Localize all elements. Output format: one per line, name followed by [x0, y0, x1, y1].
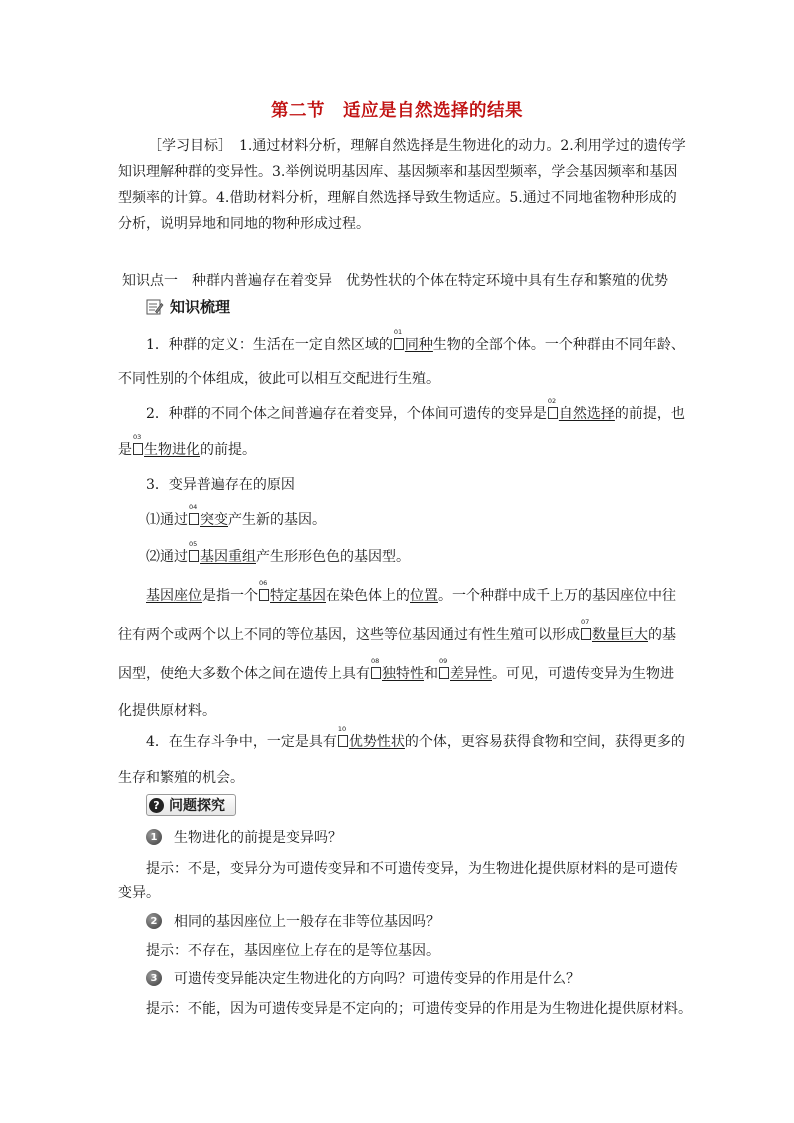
- paragraph-1-line-2: 不同性别的个体组成，彼此可以相互交配进行生殖。: [118, 371, 440, 387]
- blank-box: [189, 540, 199, 562]
- paragraph-3-heading: 3．变异普遍存在的原因: [146, 477, 295, 493]
- question-mark-icon: ?: [149, 798, 164, 813]
- text: 4．在生存斗争中，一定是具有: [146, 734, 337, 750]
- term-underlined: 基因座位: [146, 588, 202, 604]
- text: ⑵通过: [146, 549, 188, 565]
- objectives-line-2: 知识理解种群的变异性。3.举例说明基因库、基因频率和基因型频率，学会基因频率和基因: [118, 164, 678, 180]
- blank-box: [393, 328, 404, 350]
- blank-box: [547, 397, 558, 419]
- blank-number: 03: [133, 433, 142, 441]
- answer-1-line-2: 变异。: [118, 885, 160, 901]
- blank-answer: 基因重组: [200, 549, 256, 565]
- blank-number: 10: [337, 725, 347, 733]
- text: ⑴通过: [146, 512, 188, 528]
- text: 产生形形色色的基因型。: [256, 549, 410, 565]
- text: 的个体，更容易获得食物和空间，获得更多的: [404, 734, 685, 750]
- text: 。一个种群中成千上万的基因座位中往: [438, 588, 676, 604]
- knowledge-review-header: [146, 296, 230, 317]
- answer-1-line-1: 提示：不是，变异分为可遗传变异和不可遗传变异，为生物进化提供原材料的是可遗传: [146, 861, 678, 877]
- term-underlined: 位置: [410, 588, 438, 604]
- text: 往有两个或两个以上不同的等位基因，这些等位基因通过有性生殖可以形成: [118, 627, 580, 643]
- paragraph-4-line-4: 化提供原材料。: [118, 703, 216, 719]
- objectives-line-4: 分析，说明异地和同地的物种形成过程。: [118, 216, 370, 232]
- text: 的前提，也: [614, 406, 685, 422]
- text: 生物的全部个体。一个种群由不同年龄、: [432, 337, 685, 353]
- blank-number: 06: [259, 579, 268, 587]
- paragraph-4-line-2: [118, 618, 676, 644]
- blank-answer: 同种: [404, 337, 433, 353]
- question-text: 相同的基因座位上一般存在非等位基因吗？: [174, 914, 440, 930]
- paragraph-5-line-1: [146, 725, 685, 751]
- paragraph-1-line-1: [146, 328, 685, 354]
- text: 产生新的基因。: [228, 512, 326, 528]
- blank-answer: 生物进化: [144, 442, 200, 458]
- blank-number: 02: [547, 397, 557, 405]
- blank-box: [337, 725, 348, 747]
- question-number-badge: 1: [146, 829, 162, 845]
- knowledge-review-label: 知识梳理: [170, 298, 231, 316]
- paragraph-2-line-2: [118, 433, 256, 459]
- blank-box: [439, 657, 449, 679]
- inquiry-label: 问题探究: [169, 798, 225, 814]
- question-text: 生物进化的前提是变异吗？: [174, 830, 342, 846]
- paragraph-4-line-3: [118, 657, 674, 683]
- paragraph-3-item-2: [146, 540, 410, 566]
- objectives-line-1: ［学习目标］ 1.通过材料分析，理解自然选择是生物进化的动力。2.利用学过的遗传学: [148, 138, 686, 154]
- blank-answer: 自然选择: [558, 406, 615, 422]
- text: 是: [118, 442, 132, 458]
- blank-answer: 优势性状: [348, 734, 405, 750]
- blank-answer: 差异性: [450, 666, 492, 682]
- paragraph-4-line-1: [146, 579, 676, 605]
- blank-number: 08: [371, 657, 380, 665]
- text: 是指一个: [202, 588, 258, 604]
- blank-box: [581, 618, 591, 640]
- paragraph-3-item-1: [146, 503, 326, 529]
- blank-number: 09: [439, 657, 448, 665]
- question-2: [146, 911, 440, 931]
- paragraph-2-line-1: [146, 397, 685, 423]
- blank-answer: 独特性: [382, 666, 424, 682]
- answer-3: 提示：不能，因为可遗传变异是不定向的；可遗传变异的作用是为生物进化提供原材料。: [146, 1001, 692, 1017]
- text: 。可见，可遗传变异为生物进: [492, 666, 674, 682]
- text: 因型，使绝大多数个体之间在遗传上具有: [118, 666, 370, 682]
- text: 和: [424, 666, 438, 682]
- question-1: [146, 827, 342, 847]
- blank-answer: 数量巨大: [592, 627, 648, 643]
- blank-number: 04: [189, 503, 198, 511]
- blank-box: [259, 579, 269, 601]
- text: 的基: [648, 627, 676, 643]
- text: 2．种群的不同个体之间普遍存在着变异，个体间可遗传的变异是: [146, 406, 547, 422]
- blank-box: [133, 433, 143, 455]
- blank-number: 07: [581, 618, 590, 626]
- text: 在染色体上的: [326, 588, 410, 604]
- blank-answer: 特定基因: [270, 588, 326, 604]
- answer-2: 提示：不存在，基因座位上存在的是等位基因。: [146, 943, 440, 959]
- notebook-icon: [146, 298, 164, 316]
- text: 的前提。: [200, 442, 256, 458]
- objectives-line-3: 型频率的计算。4.借助材料分析，理解自然选择导致生物适应。5.通过不同地雀物种形成的: [118, 190, 677, 206]
- page-title: 第二节 适应是自然选择的结果: [271, 101, 523, 121]
- question-text: 可遗传变异能决定生物进化的方向吗？可遗传变异的作用是什么？: [174, 971, 580, 987]
- text: 1．种群的定义：生活在一定自然区域的: [146, 337, 393, 353]
- inquiry-header: [146, 794, 236, 816]
- question-3: [146, 968, 580, 988]
- question-number-badge: 2: [146, 913, 162, 929]
- blank-answer: 突变: [200, 512, 228, 528]
- blank-box: [189, 503, 199, 525]
- question-number-badge: 3: [146, 970, 162, 986]
- paragraph-5-line-2: 生存和繁殖的机会。: [118, 770, 244, 786]
- blank-number: 01: [393, 328, 403, 336]
- knowledge-point-heading: 知识点一 种群内普遍存在着变异 优势性状的个体在特定环境中具有生存和繁殖的优势: [122, 273, 668, 289]
- blank-number: 05: [189, 540, 198, 548]
- blank-box: [371, 657, 381, 679]
